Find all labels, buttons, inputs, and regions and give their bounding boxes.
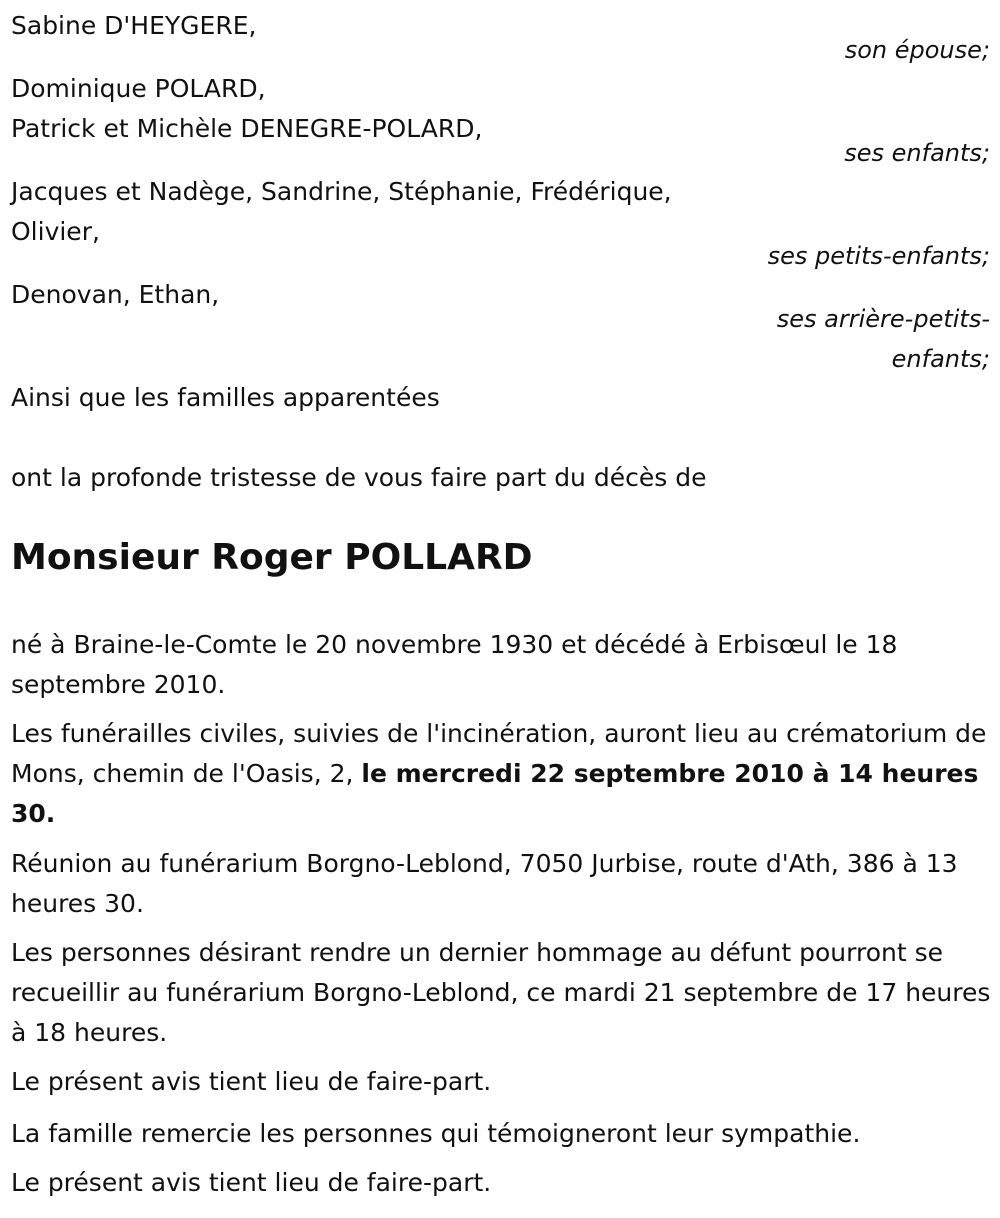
notice-paragraph-1: Le présent avis tient lieu de faire-part. [11,1067,492,1096]
grandchildren-line-1: Jacques et Nadège, Sandrine, Stéphanie, Frédérique, [11,177,672,206]
children-role: ses enfants; [844,139,990,167]
grandchildren-line-2: Olivier, [11,217,100,246]
meeting-paragraph: Réunion au funérarium Borgno-Leblond, 7050 Jurbise, route d'Ath, 386 à 13 heures 30. [11,849,958,918]
child-name-2: Patrick et Michèle DENEGRE-POLARD, [11,114,483,143]
announcement-line: ont la profonde tristesse de vous faire part du décès de [11,463,707,492]
funeral-text: Les funérailles civiles, suivies de l'incinération, auront lieu au crématorium de Mons, chemin de l'Oasis, 2, [11,719,987,788]
child-name-1: Dominique POLARD, [11,74,266,103]
funeral-date: le mercredi 22 septembre 2010 à 14 heures 30. [11,759,979,828]
great-grandchildren-role-line-2: enfants; [891,345,990,373]
families-line: Ainsi que les familles apparentées [11,383,440,412]
deceased-name: Monsieur Roger POLLARD [11,537,533,578]
notice-paragraph-2: Le présent avis tient lieu de faire-part. [11,1168,492,1197]
spouse-name: Sabine D'HEYGERE, [11,11,257,40]
spouse-role: son épouse; [844,36,990,64]
grandchildren-role: ses petits-enfants; [767,242,990,270]
homage-paragraph: Les personnes désirant rendre un dernier hommage au défunt pourront se recueillir au funérarium Borgno-Leblond, ce mardi 21 septembre de 17 heures à 18 heures. [11,938,991,1047]
great-grandchildren-names: Denovan, Ethan, [11,280,220,309]
birth-paragraph: né à Braine-le-Comte le 20 novembre 1930 et décédé à Erbisœul le 18 septembre 2010. [11,630,898,699]
funeral-paragraph [11,714,991,834]
thanks-paragraph: La famille remercie les personnes qui témoigneront leur sympathie. [11,1119,861,1148]
great-grandchildren-role-line-1: ses arrière-petits- [776,305,990,333]
